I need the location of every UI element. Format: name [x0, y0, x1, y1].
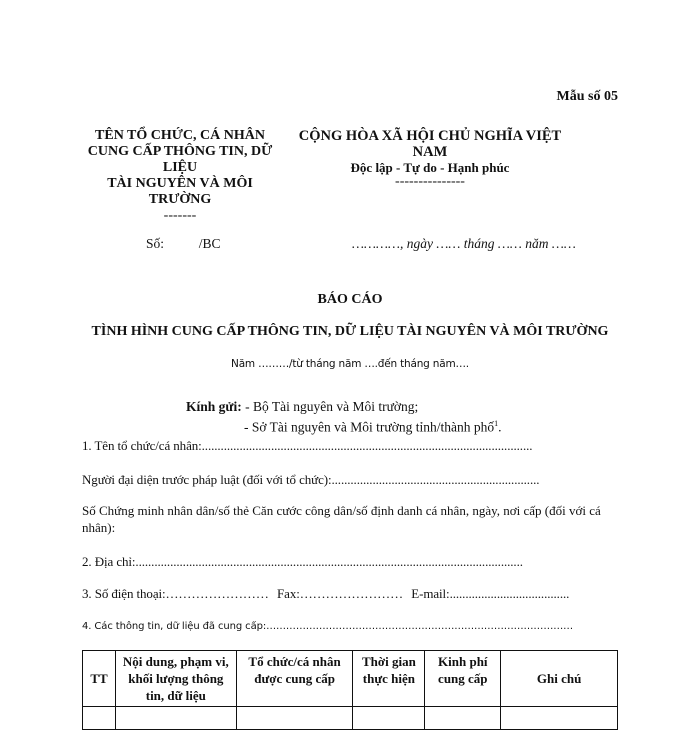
national-header	[280, 128, 580, 188]
col-header-content: Nội dung, phạm vi, khối lượng thông tin, dữ liệu	[115, 651, 236, 707]
number-label: Số:	[146, 236, 165, 251]
contact-line	[82, 586, 622, 602]
org-name-field: 1. Tên tổ chức/cá nhân:.........................................................................................................	[82, 438, 533, 453]
legal-rep-field: Người đại diện trước pháp luật (đối với tổ chức):..................................................................	[82, 472, 540, 487]
recipient-label: Kính gửi:	[186, 399, 242, 414]
footnote-mark: 1	[494, 419, 499, 428]
col-header-cost: Kinh phí cung cấp	[425, 651, 501, 707]
id-info-field: Số Chứng minh nhân dân/số thẻ Căn cước công dân/số định danh cá nhân, ngày, nơi cấp (đối với cá nhân):	[82, 503, 601, 535]
date-line: …………, ngày …… tháng …… năm ……	[352, 236, 576, 251]
document-number	[146, 236, 221, 252]
email-dots: ......................................	[449, 586, 570, 601]
number-suffix: /BC	[198, 236, 221, 251]
fax-dots: ……………………	[299, 586, 403, 601]
table-header-row	[83, 651, 618, 707]
address-field: 2. Địa chỉ:...........................................................................................................................	[82, 554, 523, 569]
provided-info-table	[82, 650, 618, 730]
report-subtitle: TÌNH HÌNH CUNG CẤP THÔNG TIN, DỮ LIỆU TÀI NGUYÊN VÀ MÔI TRƯỜNG	[91, 324, 609, 339]
col-header-notes: Ghi chú	[501, 651, 618, 707]
national-subtitle: Độc lập - Tự do - Hạnh phúc	[350, 160, 510, 175]
recipient-line2: - Sở Tài nguyên và Môi trường tỉnh/thành phố	[244, 419, 495, 435]
phone-label: 3. Số điện thoại:	[82, 586, 166, 601]
national-motto: CỘNG HÒA XÃ HỘI CHỦ NGHĨA VIỆT NAM	[298, 128, 562, 160]
org-header-line1: TÊN TỔ CHỨC, CÁ NHÂN	[95, 128, 265, 143]
report-title: BÁO CÁO	[317, 292, 383, 307]
fax-label: Fax:	[277, 586, 300, 601]
report-period: Năm ………/từ tháng năm ….đến tháng năm….	[231, 358, 469, 370]
org-header-line3: TÀI NGUYÊN VÀ MÔI TRƯỜNG	[107, 176, 253, 207]
recipient-line1: - Bộ Tài nguyên và Môi trường;	[245, 399, 419, 414]
phone-dots: ……………………	[165, 586, 269, 601]
org-header-line2: CUNG CẤP THÔNG TIN, DỮ LIỆU	[87, 144, 273, 175]
form-code: Mẫu số 05	[556, 89, 618, 104]
col-header-time: Thời gian thực hiện	[353, 651, 425, 707]
national-divider: ---------------	[395, 174, 465, 189]
col-header-tt: TT	[83, 651, 116, 707]
recipient-line2-end: .	[498, 419, 502, 435]
organization-header	[82, 128, 278, 224]
table-row	[83, 707, 618, 730]
org-header-divider: -------	[163, 208, 197, 223]
provided-info-field: 4. Các thông tin, dữ liệu đã cung cấp:…………………………………………………………………………………	[82, 621, 574, 632]
email-label: E-mail:	[411, 586, 450, 601]
col-header-recipient: Tổ chức/cá nhân được cung cấp	[236, 651, 353, 707]
recipient-block	[186, 398, 501, 436]
